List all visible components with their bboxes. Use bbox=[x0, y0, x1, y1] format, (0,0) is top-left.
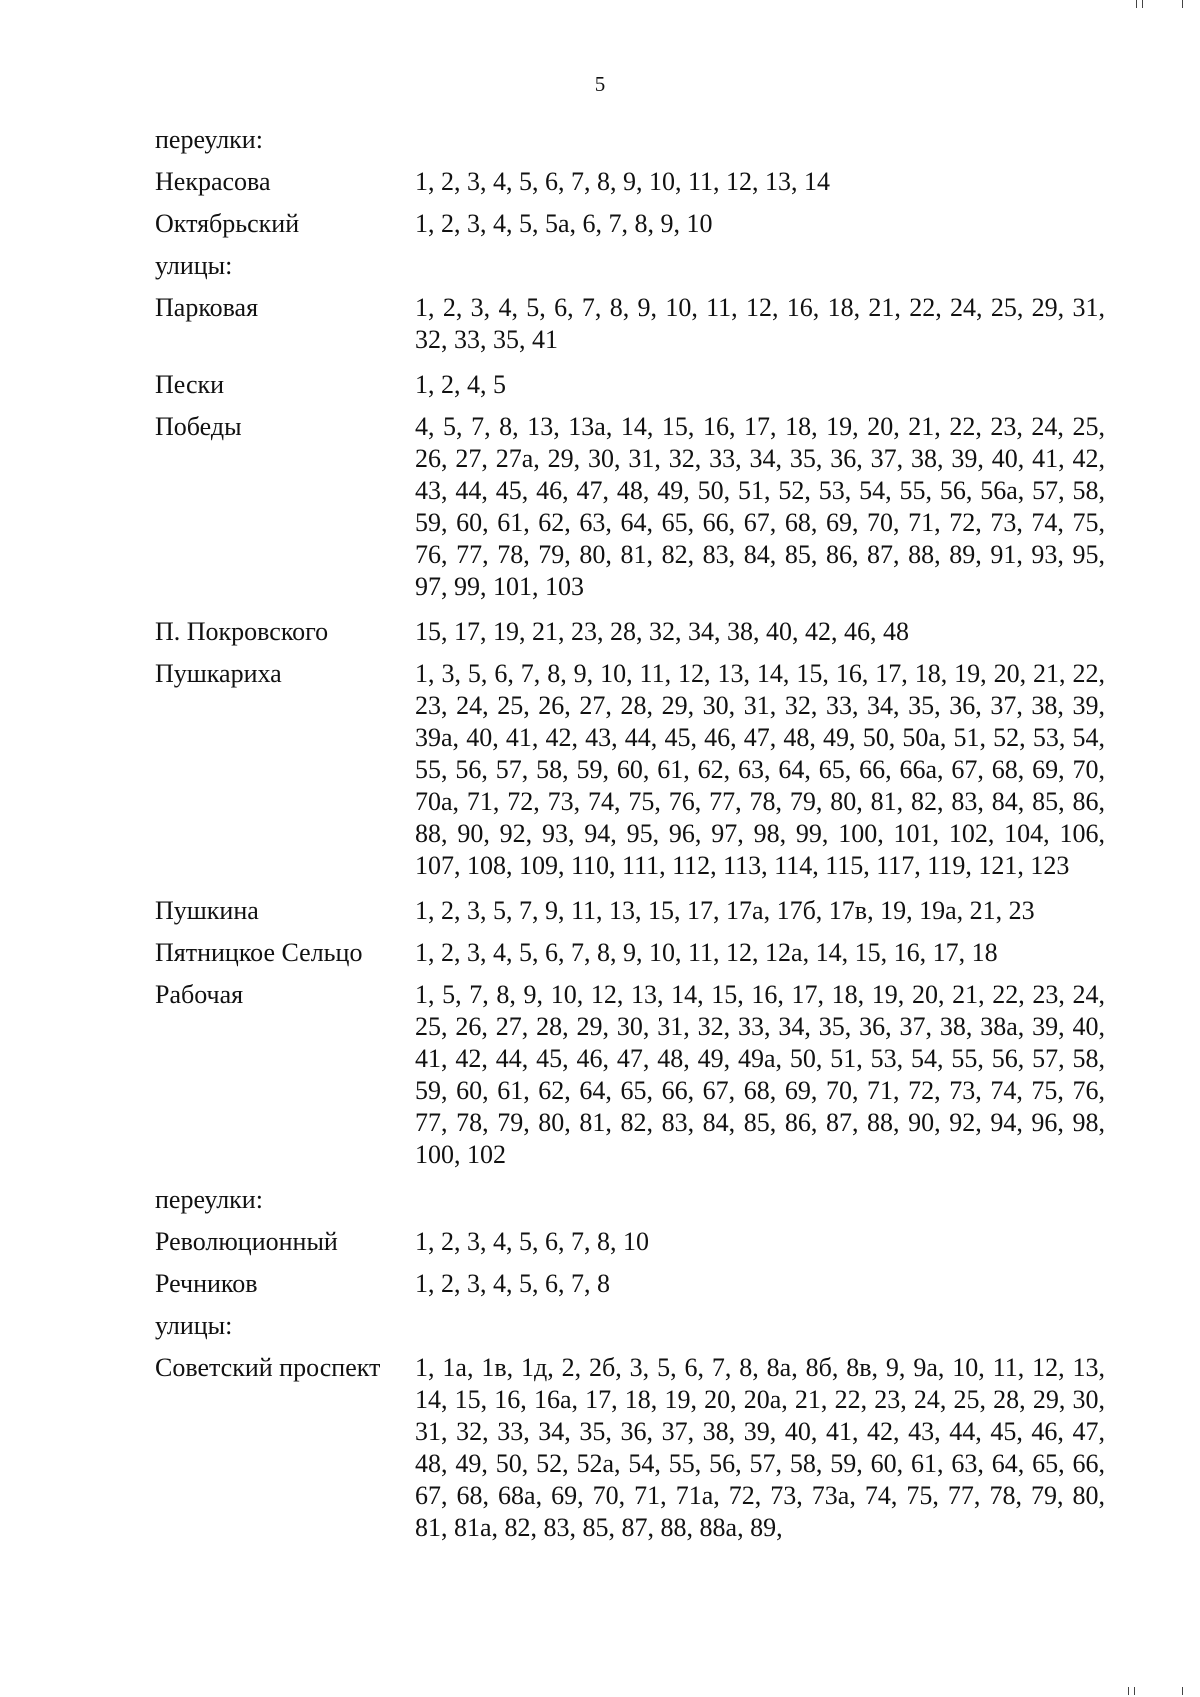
scan-mark bbox=[1182, 0, 1183, 8]
street-row-nekrasova bbox=[155, 166, 1105, 198]
street-name: Пушкина bbox=[155, 896, 259, 925]
house-numbers: 1, 2, 3, 4, 5, 5а, 6, 7, 8, 9, 10 bbox=[415, 209, 713, 238]
street-row-oktyabrsky bbox=[155, 208, 1105, 240]
section-label: переулки: bbox=[155, 1185, 263, 1214]
street-name: Речников bbox=[155, 1269, 258, 1298]
street-row-pobedy bbox=[155, 411, 1105, 603]
section-heading-lanes-2 bbox=[155, 1184, 1105, 1216]
house-numbers: 1, 2, 4, 5 bbox=[415, 370, 506, 399]
street-name: Пятницкое Сельцо bbox=[155, 938, 363, 967]
house-numbers: 1, 3, 5, 6, 7, 8, 9, 10, 11, 12, 13, 14, 15, 16, 17, 18, 19, 20, 21, 22, 23, 24, 25, 26, 27, 28, 29, 30, 31, 32, 33, 34, 35, 36, 37, 38, 39, 39а, 40, 41, 42, 43, 44, 45, 46, 47, 48, 49, 50, 50а, 51, 52, 53, 54, 55, 56, 57, 58, 59, 60, 61, 62, 63, 64, 65, 66, 66а, 67, 68, 69, 70, 70а, 71, 72, 73, 74, 75, 76, 77, 78, 79, 80, 81, 82, 83, 84, 85, 86, 88, 90, 92, 93, 94, 95, 96, 97, 98, 99, 100, 101, 102, 104, 106, 107, 108, 109, 110, 111, 112, 113, 114, 115, 117, 119, 121, 123 bbox=[415, 659, 1105, 880]
street-name: Октябрьский bbox=[155, 209, 300, 238]
street-row-rabochaya bbox=[155, 979, 1105, 1171]
scan-mark bbox=[1128, 1687, 1129, 1695]
house-numbers: 1, 2, 3, 5, 7, 9, 11, 13, 15, 17, 17а, 17б, 17в, 19, 19а, 21, 23 bbox=[415, 896, 1035, 925]
address-list bbox=[155, 124, 1105, 1544]
street-row-peski bbox=[155, 369, 1105, 401]
house-numbers: 1, 1а, 1в, 1д, 2, 2б, 3, 5, 6, 7, 8, 8а, 8б, 8в, 9, 9а, 10, 11, 12, 13, 14, 15, 16, 16а, 17, 18, 19, 20, 20а, 21, 22, 23, 24, 25, 28, 29, 30, 31, 32, 33, 34, 35, 36, 37, 38, 39, 40, 41, 42, 43, 44, 45, 46, 47, 48, 49, 50, 52, 52а, 54, 55, 56, 57, 58, 59, 60, 61, 63, 64, 65, 66, 67, 68, 68а, 69, 70, 71, 71а, 72, 73, 73а, 74, 75, 77, 78, 79, 80, 81, 81а, 82, 83, 85, 87, 88, 88а, 89, bbox=[415, 1353, 1105, 1542]
house-numbers: 15, 17, 19, 21, 23, 28, 32, 34, 38, 40, 42, 46, 48 bbox=[415, 617, 909, 646]
street-row-sovetsky-prospekt bbox=[155, 1352, 1105, 1544]
house-numbers: 1, 2, 3, 4, 5, 6, 7, 8, 9, 10, 11, 12, 16, 18, 21, 22, 24, 25, 29, 31, 32, 33, 35, 41 bbox=[415, 293, 1105, 354]
scan-mark bbox=[1182, 1687, 1183, 1695]
street-name: Советский проспект bbox=[155, 1353, 381, 1382]
house-numbers: 1, 2, 3, 4, 5, 6, 7, 8 bbox=[415, 1269, 610, 1298]
scan-mark bbox=[1134, 1687, 1135, 1695]
house-numbers: 1, 2, 3, 4, 5, 6, 7, 8, 9, 10, 11, 12, 12а, 14, 15, 16, 17, 18 bbox=[415, 938, 998, 967]
street-name: Парковая bbox=[155, 293, 259, 322]
house-numbers: 1, 2, 3, 4, 5, 6, 7, 8, 10 bbox=[415, 1227, 649, 1256]
section-heading-lanes bbox=[155, 124, 1105, 156]
section-heading-streets bbox=[155, 250, 1105, 282]
street-name: Победы bbox=[155, 412, 242, 441]
section-heading-streets-2 bbox=[155, 1310, 1105, 1342]
section-label: улицы: bbox=[155, 251, 233, 280]
street-row-revolyutsionny bbox=[155, 1226, 1105, 1258]
street-row-parkovaya bbox=[155, 292, 1105, 356]
scan-mark bbox=[1142, 0, 1143, 8]
house-numbers: 1, 2, 3, 4, 5, 6, 7, 8, 9, 10, 11, 12, 13, 14 bbox=[415, 167, 831, 196]
street-row-rechnikov bbox=[155, 1268, 1105, 1300]
house-numbers: 4, 5, 7, 8, 13, 13а, 14, 15, 16, 17, 18, 19, 20, 21, 22, 23, 24, 25, 26, 27, 27а, 29, 30, 31, 32, 33, 34, 35, 36, 37, 38, 39, 40, 41, 42, 43, 44, 45, 46, 47, 48, 49, 50, 51, 52, 53, 54, 55, 56, 56а, 57, 58, 59, 60, 61, 62, 63, 64, 65, 66, 67, 68, 69, 70, 71, 72, 73, 74, 75, 76, 77, 78, 79, 80, 81, 82, 83, 84, 85, 86, 87, 88, 89, 91, 93, 95, 97, 99, 101, 103 bbox=[415, 412, 1105, 601]
street-name: Революционный bbox=[155, 1227, 338, 1256]
street-row-pushkina bbox=[155, 895, 1105, 927]
street-name: Некрасова bbox=[155, 167, 271, 196]
street-name: Пушкариха bbox=[155, 659, 282, 688]
street-name: Рабочая bbox=[155, 980, 244, 1009]
scan-mark bbox=[1136, 0, 1137, 8]
street-name: П. Покровского bbox=[155, 617, 329, 646]
street-name: Пески bbox=[155, 370, 225, 399]
street-row-pyatnitskoe-seltso bbox=[155, 937, 1105, 969]
street-row-pushkarikha bbox=[155, 658, 1105, 882]
page-number: 5 bbox=[594, 72, 606, 96]
house-numbers: 1, 5, 7, 8, 9, 10, 12, 13, 14, 15, 16, 17, 18, 19, 20, 21, 22, 23, 24, 25, 26, 27, 28, 29, 30, 31, 32, 33, 34, 35, 36, 37, 38, 38а, 39, 40, 41, 42, 44, 45, 46, 47, 48, 49, 49а, 50, 51, 53, 54, 55, 56, 57, 58, 59, 60, 61, 62, 64, 65, 66, 67, 68, 69, 70, 71, 72, 73, 74, 75, 76, 77, 78, 79, 80, 81, 82, 83, 84, 85, 86, 87, 88, 90, 92, 94, 96, 98, 100, 102 bbox=[415, 980, 1105, 1169]
section-label: переулки: bbox=[155, 125, 263, 154]
section-label: улицы: bbox=[155, 1311, 233, 1340]
street-row-p-pokrovskogo bbox=[155, 616, 1105, 648]
